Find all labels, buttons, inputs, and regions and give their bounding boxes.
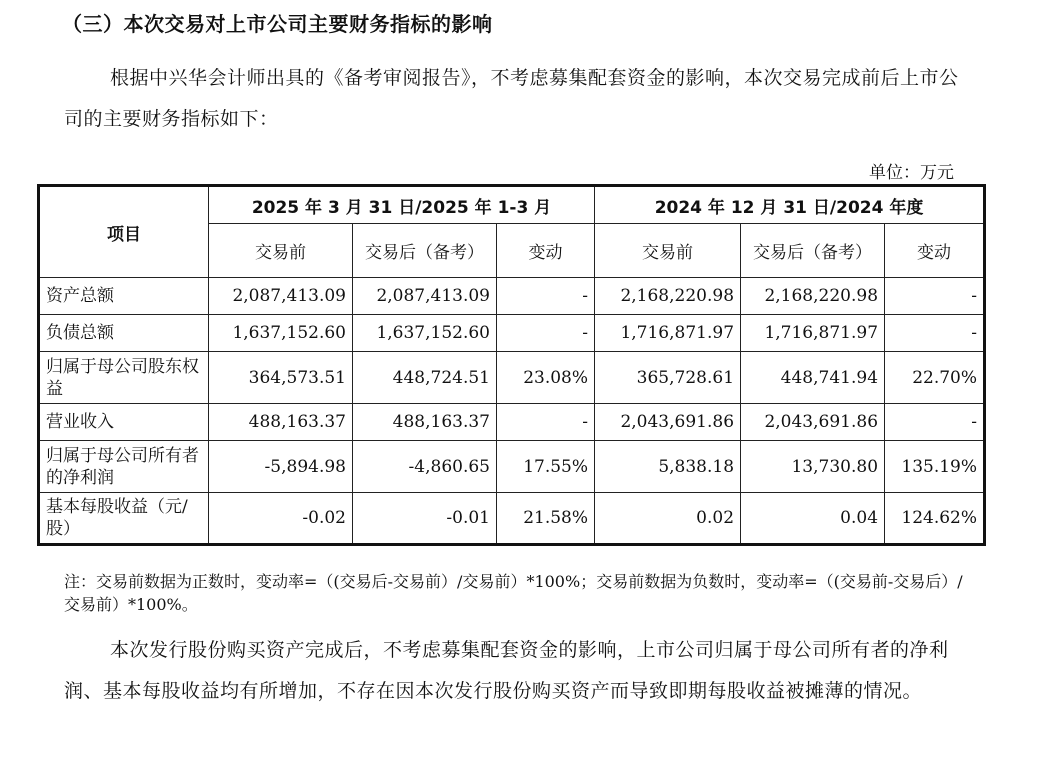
cell-value: 488,163.37 <box>353 404 497 441</box>
header-change: 变动 <box>885 224 985 278</box>
financial-indicators-table <box>37 184 986 546</box>
cell-value: 2,168,220.98 <box>595 278 741 315</box>
row-item-label: 基本每股收益（元/股） <box>39 493 209 545</box>
cell-value: 135.19% <box>885 441 985 493</box>
header-after: 交易后（备考） <box>741 224 885 278</box>
table-row <box>39 278 985 315</box>
cell-value: 23.08% <box>497 352 595 404</box>
cell-value: 0.04 <box>741 493 885 545</box>
header-before: 交易前 <box>595 224 741 278</box>
header-item: 项目 <box>39 186 209 278</box>
table-row <box>39 315 985 352</box>
cell-value: - <box>497 404 595 441</box>
cell-value: 2,168,220.98 <box>741 278 885 315</box>
row-item-label: 归属于母公司股东权益 <box>39 352 209 404</box>
table-row <box>39 493 985 545</box>
cell-value: 2,087,413.09 <box>209 278 353 315</box>
section-heading: （三）本次交易对上市公司主要财务指标的影响 <box>62 12 493 36</box>
cell-value: 1,716,871.97 <box>595 315 741 352</box>
cell-value: 1,637,152.60 <box>209 315 353 352</box>
cell-value: - <box>885 404 985 441</box>
cell-value: 364,573.51 <box>209 352 353 404</box>
cell-value: - <box>885 315 985 352</box>
header-change: 变动 <box>497 224 595 278</box>
cell-value: 17.55% <box>497 441 595 493</box>
header-period-2025q1: 2025 年 3 月 31 日/2025 年 1-3 月 <box>209 186 595 224</box>
header-after: 交易后（备考） <box>353 224 497 278</box>
header-period-2024: 2024 年 12 月 31 日/2024 年度 <box>595 186 985 224</box>
footnote: 注：交易前数据为正数时，变动率=（(交易后-交易前）/交易前）*100%；交易前数据为负数时，变动率=（(交易前-交易后）/交易前）*100%。 <box>64 572 963 614</box>
unit-label: 单位：万元 <box>869 163 954 183</box>
cell-value: -0.01 <box>353 493 497 545</box>
conclusion-paragraph: 本次发行股份购买资产完成后，不考虑募集配套资金的影响，上市公司归属于母公司所有者的净利润、基本每股收益均有所增加，不存在因本次发行股份购买资产而导致即期每股收益被摊薄的情况。 <box>64 639 949 702</box>
cell-value: 2,043,691.86 <box>595 404 741 441</box>
row-item-label: 营业收入 <box>39 404 209 441</box>
row-item-label: 负债总额 <box>39 315 209 352</box>
table-row <box>39 352 985 404</box>
cell-value: 21.58% <box>497 493 595 545</box>
table-row <box>39 404 985 441</box>
table-row <box>39 441 985 493</box>
cell-value: 124.62% <box>885 493 985 545</box>
cell-value: 22.70% <box>885 352 985 404</box>
cell-value: 5,838.18 <box>595 441 741 493</box>
cell-value: 1,637,152.60 <box>353 315 497 352</box>
cell-value: -4,860.65 <box>353 441 497 493</box>
cell-value: 13,730.80 <box>741 441 885 493</box>
cell-value: 0.02 <box>595 493 741 545</box>
cell-value: -5,894.98 <box>209 441 353 493</box>
cell-value: 365,728.61 <box>595 352 741 404</box>
header-before: 交易前 <box>209 224 353 278</box>
cell-value: 2,043,691.86 <box>741 404 885 441</box>
cell-value: 448,724.51 <box>353 352 497 404</box>
row-item-label: 归属于母公司所有者的净利润 <box>39 441 209 493</box>
intro-paragraph: 根据中兴华会计师出具的《备考审阅报告》，不考虑募集配套资金的影响，本次交易完成前后上市公司的主要财务指标如下： <box>64 67 959 130</box>
cell-value: 488,163.37 <box>209 404 353 441</box>
cell-value: 1,716,871.97 <box>741 315 885 352</box>
cell-value: 448,741.94 <box>741 352 885 404</box>
cell-value: - <box>497 278 595 315</box>
row-item-label: 资产总额 <box>39 278 209 315</box>
cell-value: - <box>497 315 595 352</box>
cell-value: -0.02 <box>209 493 353 545</box>
cell-value: 2,087,413.09 <box>353 278 497 315</box>
cell-value: - <box>885 278 985 315</box>
